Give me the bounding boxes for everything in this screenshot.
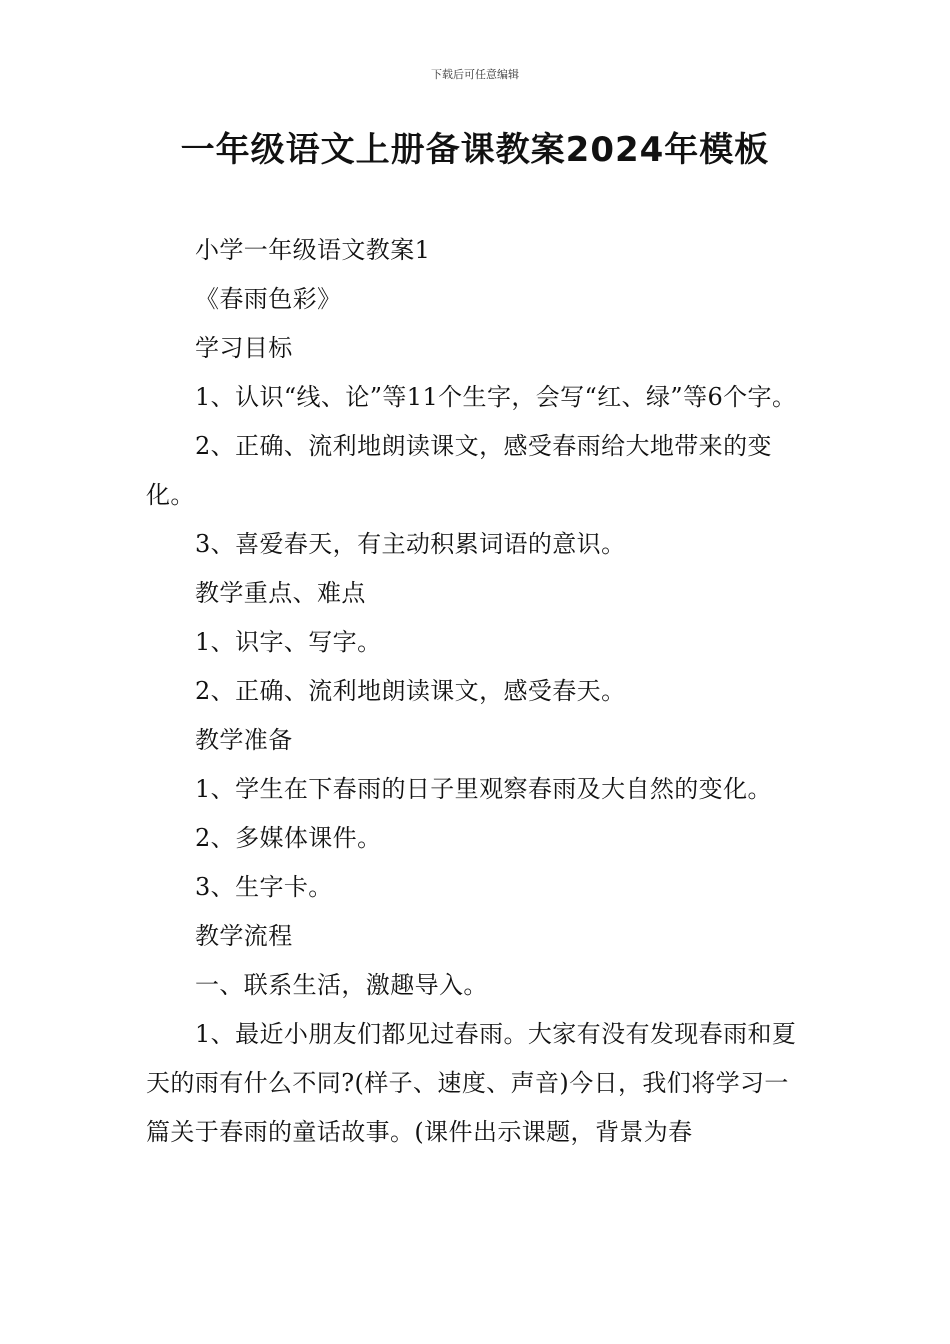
paragraph-preparation-1: 1、学生在下春雨的日子里观察春雨及大自然的变化。: [195, 775, 772, 803]
paragraph-lesson-heading: 小学一年级语文教案1: [195, 236, 431, 264]
header-note: 下载后可任意编辑: [431, 68, 519, 81]
document-body: [146, 226, 808, 1157]
document-title: 一年级语文上册备课教案2024年模板: [180, 130, 770, 170]
paragraph-key-point-1: 1、识字、写字。: [195, 628, 382, 656]
paragraph-process-detail-1: 1、最近小朋友们都见过春雨。大家有没有发现春雨和夏天的雨有什么不同?(样子、速度、声音)今日，我们将学习一篇关于春雨的童话故事。(课件出示课题，背景为春: [146, 1020, 797, 1146]
paragraph-goal-2: 2、正确、流利地朗读课文，感受春雨给大地带来的变化。: [146, 432, 772, 509]
paragraph-section-process: 教学流程: [195, 922, 293, 950]
paragraph-preparation-3: 3、生字卡。: [195, 873, 333, 901]
paragraph-section-goals: 学习目标: [195, 334, 293, 362]
paragraph-section-key-points: 教学重点、难点: [195, 579, 366, 607]
paragraph-lesson-title: 《春雨色彩》: [195, 285, 342, 313]
paragraph-goal-1: 1、认识“线、论”等11个生字，会写“红、绿”等6个字。: [195, 383, 797, 411]
paragraph-goal-3: 3、喜爱春天，有主动积累词语的意识。: [195, 530, 626, 558]
paragraph-preparation-2: 2、多媒体课件。: [195, 824, 382, 852]
paragraph-section-preparation: 教学准备: [195, 726, 293, 754]
paragraph-key-point-2: 2、正确、流利地朗读课文，感受春天。: [195, 677, 626, 705]
paragraph-process-step-1: 一、联系生活，激趣导入。: [195, 971, 488, 999]
